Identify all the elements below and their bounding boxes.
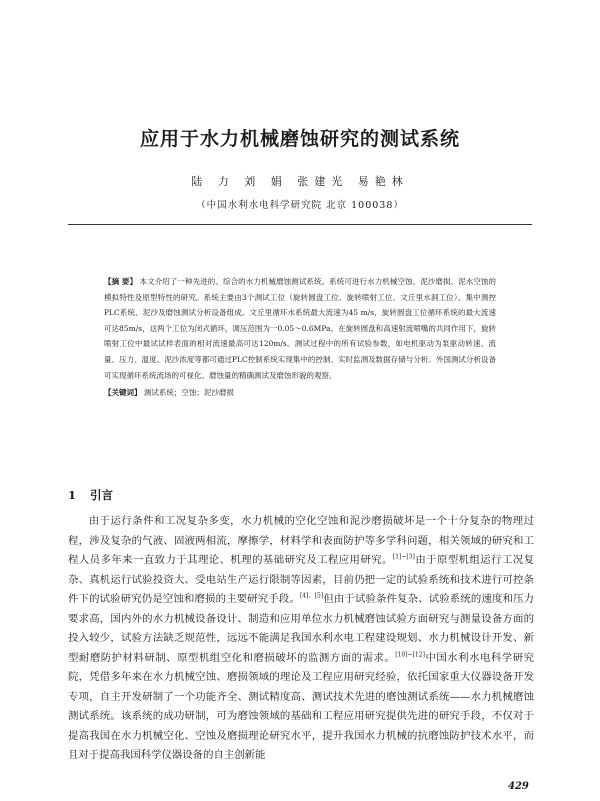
body-text-4: 中国水利水电科学研究院，凭借多年来在水力机械空蚀、磨损领域的理论及工程应用研究经验，依托国家重大仪器设备开发专项，自主开发研制了一个功能齐全、测试精度高、测试技术先进的磨蚀测试系统——水力机械磨蚀测试系统。该系统的成功研制，可为磨蚀领域的基础和工程应用研究提供先进的研究手段，不仅对于提高我国在水力机械空化、空蚀及磨损理论研究水平，提升我国水力机械的抗磨蚀防护技术水平，而且对于提高我国科学仪器设备的自主创新能 — [68, 651, 535, 761]
section-title: 引言 — [90, 488, 114, 502]
citation: [10]~[12] — [395, 651, 425, 659]
citation: [1]~[3] — [392, 553, 415, 561]
keywords-text: 测试系统；空蚀；泥沙磨损 — [143, 388, 234, 397]
section-number: 1 — [68, 488, 77, 502]
authors: 陆 力 刘 娟 张建光 易艳林 — [191, 175, 409, 188]
body-text-1: 由于运行条件和工况复杂多变，水力机械的空化空蚀和泥沙磨损破坏是一个十分复杂的物理过程，涉及复杂的气液、固液两相流，摩擦学，材料学和表面防护等多学科问题，相关领域的研究和工程人员多年来一直致力于其理论、机理的基础研究及工程应用研究。 — [68, 515, 534, 566]
page-number: 429 — [508, 781, 529, 792]
citation: [4]、[5] — [299, 592, 324, 600]
body-text-2: 由于原型机组运行工况复杂、真机运行试验投资大、受电站生产运行限制等因素，目前仍把一定的试验系统和技术进行可控条件下的试验研究仍是空蚀和磨损的主要研究手段。 — [68, 554, 535, 605]
abstract — [104, 274, 496, 383]
abstract-text: 本文介绍了一种先进的、综合的水力机械磨蚀测试系统。系统可进行水力机械空蚀、泥沙磨损、泥水空蚀的模拟特性及原型特性的研究。系统主要由3个测试工位（旋转圆盘工位、旋转喷射工位、文丘里水洞工位）、集中测控PLC系统、泥沙及磨蚀测试分析设备组成。文丘里循环水系统最大流速为45 m/s，旋转圆盘工位循环系统的最大流速可达85m/s，这两个工位为闭式循环，调压范围为一0.05～0.6MPa。在旋转圆盘和高速射流喷嘴的共同作用下，旋转喷射工位中最试试样表面的相对流速最高可达120m/s。测试过程中的所有试验参数，如电机驱动为泵驱动转速、流量、压力、温度、泥沙浓度等都可通过PLC控制系统实现集中的控制、实时监测及数据存储与分析。外国测试分析设备可实现循环系统流场的可视化、磨蚀量的精确测试及磨蚀形貌的观察。 — [104, 277, 496, 380]
paper-title: 应用于水力机械磨蚀研究的测试系统 — [139, 128, 460, 150]
abstract-label: 【摘 要】 — [104, 277, 138, 286]
header-divider — [68, 224, 532, 225]
keywords-label: 【关键词】 — [104, 388, 142, 397]
body-paragraph — [68, 512, 534, 766]
section-heading — [68, 487, 127, 503]
keywords — [104, 387, 496, 398]
affiliation: （中国水利水电科学研究院 北京 100038） — [196, 200, 404, 211]
body-text-3: 但由于试验条件复杂、试验系统的速度和压力要求高，国内外的水力机械设备设计、制造和应用单位水力机械磨蚀试验方面研究与测量设备方面的投入较少，试验方法缺乏规范性，远远不能满足我国水利水电工程建设规划、水力机械设计开发、新型耐磨防护材料研制、原型机组空化和磨损破坏的监测方面的需求。 — [68, 593, 535, 664]
